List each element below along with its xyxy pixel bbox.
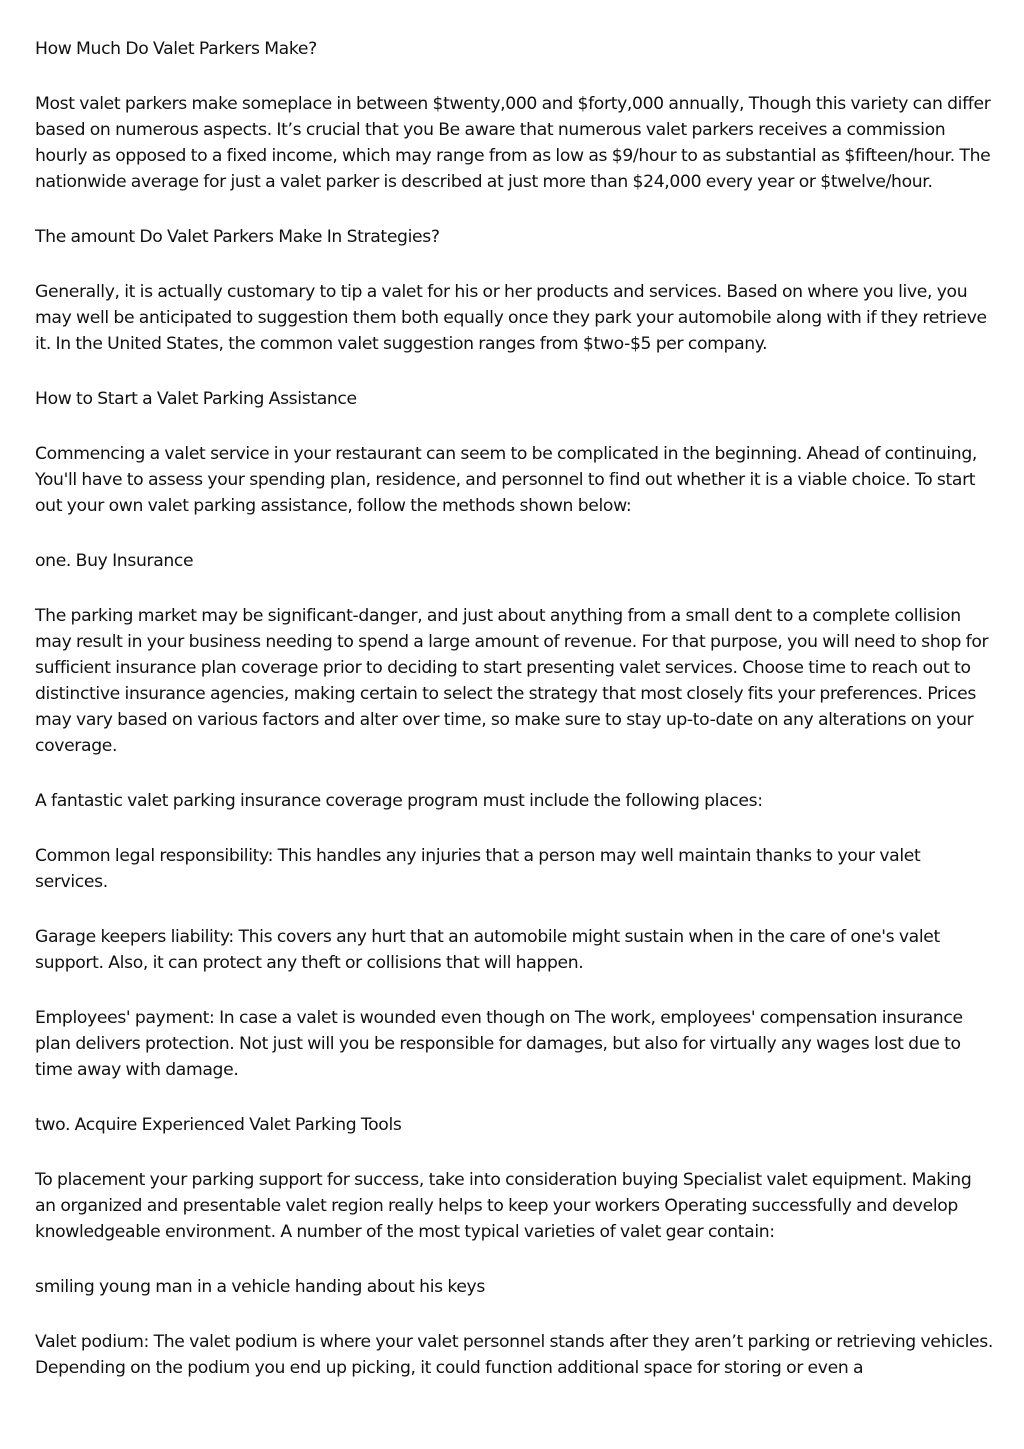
heading-valet-tips: The amount Do Valet Parkers Make In Strategies? bbox=[35, 227, 440, 247]
paragraph-general-liability: Common legal responsibility: This handles any injuries that a person may well maintain thanks to your valet services. bbox=[35, 846, 921, 892]
paragraph-valet-tips: Generally, it is actually customary to tip a valet for his or her products and services. Based on where you live, you may well be anticipated to suggestion them both equally once they park your automobile along with if they retrieve it. In the United States, the common valet suggestion ranges from $two-$5 per company. bbox=[35, 282, 987, 354]
image-caption-text: smiling young man in a vehicle handing about his keys bbox=[35, 1277, 485, 1297]
heading-valet-pay: How Much Do Valet Parkers Make? bbox=[35, 39, 317, 59]
heading-step-insurance: one. Buy Insurance bbox=[35, 551, 194, 571]
paragraph-garage-keepers: Garage keepers liability: This covers any hurt that an automobile might sustain when in the care of one's valet support. Also, it can protect any theft or collisions that will happen. bbox=[35, 927, 940, 973]
paragraph-workers-comp: Employees' payment: In case a valet is wounded even though on The work, employees' compensation insurance plan delivers protection. Not just will you be responsible for damages, but also for virtually any wages lost due to time away with damage. bbox=[35, 1008, 963, 1080]
heading-step-equipment: two. Acquire Experienced Valet Parking Tools bbox=[35, 1115, 402, 1135]
paragraph-start-service: Commencing a valet service in your restaurant can seem to be complicated in the beginning. Ahead of continuing, You'll have to assess your spending plan, residence, and personnel to find out whether it is a viable choice. To start out your own valet parking assistance, follow the methods shown below: bbox=[35, 444, 977, 516]
paragraph-valet-pay: Most valet parkers make someplace in between $twenty,000 and $forty,000 annually, Though this variety can differ based on numerous aspects. It’s crucial that you Be aware that numerous valet parkers receives a commission hourly as opposed to a fixed income, which may range from as low as $9/hour to as substantial as $fifteen/hour. The nationwide average for just a valet parker is described at just more than $24,000 every year or $twelve/hour. bbox=[35, 94, 991, 192]
paragraph-insurance: The parking market may be significant-danger, and just about anything from a small dent to a complete collision may result in your business needing to spend a large amount of revenue. For that purpose, you will need to shop for sufficient insurance plan coverage prior to deciding to start presenting valet services. Choose time to reach out to distinctive insurance agencies, making certain to select the strategy that most closely fits your preferences. Prices may vary based on various factors and alter over time, so make sure to stay up-to-date on any alterations on your coverage. bbox=[35, 606, 989, 756]
paragraph-insurance-areas: A fantastic valet parking insurance coverage program must include the following places: bbox=[35, 791, 763, 811]
document-body bbox=[35, 36, 993, 1410]
paragraph-valet-podium: Valet podium: The valet podium is where your valet personnel stands after they aren’t parking or retrieving vehicles. Depending on the podium you end up picking, it could function additional space for storing or even a bbox=[35, 1332, 993, 1378]
paragraph-equipment: To placement your parking support for success, take into consideration buying Specialist valet equipment. Making an organized and presentable valet region really helps to keep your workers Operating successfully and develop knowledgeable environment. A number of the most typical varieties of valet gear contain: bbox=[35, 1170, 972, 1242]
heading-start-service: How to Start a Valet Parking Assistance bbox=[35, 389, 357, 409]
